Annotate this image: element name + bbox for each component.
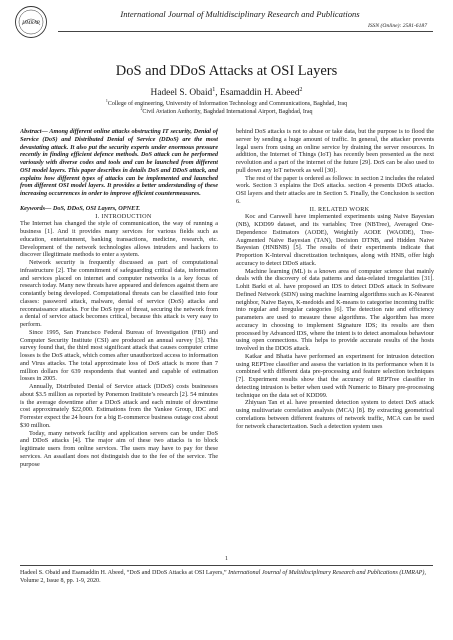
affiliation-2-mark: 2: [140, 107, 143, 111]
author-1-affiliation-mark: 1: [212, 86, 216, 93]
keywords: Keywords— DoS, DDoS, OSI Layers, OPNET.: [20, 204, 141, 212]
affiliation-2-text: Civil Aviation Authority, Baghdad International Airport, Baghdad, Iraq: [142, 109, 313, 115]
intro-paragraph-6: behind DoS attacks is not to abuse or take data, but the purpose is to flood the server by sending a huge amount of traffic. In general, the attacker prevents legal users from using an online service by draining the server resources. In addition, the Internet of Things (IoT) has recently been presented as the next revolution and a part of the internet of the future [29]. DoS can be also used to pull down any IoT network as well [30].: [236, 128, 434, 174]
issn: ISSN (Online): 2581-6187: [367, 23, 427, 29]
intro-paragraph-3: Since 1995, San Francisco Federal Bureau of Investigation (FBI) and Computer Security Institute (CSI) are produced an annual survey [3]. This survey found that, the third most significant attack that causes computer crime losses is the DoS attack, which comes after unauthorized access to information and Virus attacks. The total approximate loss of DoS attack is more than 7 million dollars for 639 respondents that wanted and capable of estimation losses in 2005.: [20, 328, 218, 383]
related-work-paragraph-2: Machine learning (ML) is a known area of computer science that mainly deals with the discovery of data patterns and data-related irregularities [31]. Lohit Barki et al. have proposed an IDS to detect DDoS attack in Software Defined Network (SDN) using machine learning algorithms such as K-Nearest neighbor, Naive Bayes, K-medoids and K-means to categorise incoming traffic into regular and irregular categories [6]. The detection rate and efficiency parameters are used to measure these algorithms. The algorithm has more accuracy in choosing to implement Signature IDS; its results are then processed by Advanced IDS, where the intent is to detect anomalous behaviour using open connections. This helps to provide accurate results of the hosts involved in the DDOS attack.: [236, 267, 434, 352]
abstract: Abstract— Among different online attacks obstructing IT security, Denial of Service (DoS) and Distributed Denial of Service (DDoS) are the most devastating attack. It also put the security experts under enormous pressure recently in finding efficient defence methods. DoS attack can be performed variously with diverse codes and tools and can be launched from different OSI model layers. This paper describes in details DoS and DDoS attack, and explains how different types of attacks can be implemented and launched from different OSI model layers. It provides a better understanding of these increasing occurrences in order to improve efficient countermeasures.: [20, 128, 218, 197]
intro-paragraph-2: Network security is frequently discussed as part of computational infrastructure [2]. The commitment of safeguarding critical data, information and services placed on internet and computer networks is a key focus of research today. Many new threats have appeared and defences against them are constantly being developed. Computational threats can be classified into four classes: password attack, malware, denial of service (DoS) attacks and reconnaissance attacks. For the DoS type of threat, securing the network from a denial of service attack becomes critical, because this attack is very easy to perform.: [20, 259, 218, 328]
right-column: [236, 128, 434, 548]
author-1: Hadeel S. Obaid: [150, 88, 213, 98]
authors: [0, 88, 453, 98]
header-divider: [58, 31, 433, 32]
citation-text: Hadeel S. Obaid and Esamaddin H. Abeed, “DoS and DDoS Attacks at OSI Layers,”: [20, 570, 229, 576]
intro-paragraph-7: The rest of the paper is ordered as follows: in section 2 includes the related work. Section 3 explains the DoS attacks. section 4 presents DDoS attacks. OSI layers and their attacks are in Section 5. Finally, the Conclusion is section 6.: [236, 174, 434, 205]
affiliation-1-text: College of engineering, University of Information Technology and Communications, Baghdad, Iraq: [107, 101, 348, 107]
intro-paragraph-5: Today, many network facility and application servers can be under DoS and DDoS attacks [4]. The major aim of these two attacks is to block legitimate users from online services. The users may have to pay for these services. An assailant does not distinguish due to the fee of the service. The purpose: [20, 429, 218, 468]
page-number: 1: [225, 556, 228, 562]
author-2: Esamaddin H. Abeed: [219, 88, 300, 98]
svg-text:IJMRAP: IJMRAP: [22, 20, 40, 26]
author-2-affiliation-mark: 2: [299, 86, 303, 93]
affiliation-2: [0, 109, 453, 115]
related-work-paragraph-3: Katkar and Bhatia have performed an experiment for intrusion detection using REPTree classifier and assess the variation in its performance when it is combined with different data pre-processing and feature selection techniques [7]. Experiment results show that the accuracy of REPTree classifier in detecting intrusion is better when used with Numeric to Binary pre-processing technique on the data set of KDD99.: [236, 352, 434, 399]
section-heading-related-work: II. RELATED WORK: [309, 205, 370, 213]
author-separator: ,: [215, 88, 220, 98]
related-work-paragraph-1: Koc and Carswell have implemented experiments using Naive Bayesian (NB), KDD99 dataset, and its variables; Tree (NBTree), Averaged One-Dependence Estimators (AODE), Weightily AODE (WAODE), Tree-Augmented Naive Bayesian (TAN), Decision DTNB, and Hidden Naive Bayesian (HNBNB) [5]. The results of their experiments indicate that Proportion K-Interval discretization techniques, along with HNB, offer high accuracy to detect DDoS attack.: [236, 213, 434, 267]
left-column: [20, 128, 218, 548]
citation-tail: , Volume 2, Issue 8, pp. 1-9, 2020.: [20, 570, 426, 584]
journal-logo: [14, 5, 48, 39]
paper-title: DoS and DDoS Attacks at OSI Layers: [115, 63, 338, 79]
section-heading-introduction: I. INTRODUCTION: [95, 212, 152, 220]
related-work-paragraph-4: Zhiyuan Tan et al. have presented detection system to detect DoS attack using multivariate correlation analysis (MCA) [8]. By extracting geometrical correlations between different features of network traffic, MCA can be used for network characterization. Such a detection system uses: [236, 399, 434, 430]
intro-paragraph-4: Annually, Distributed Denial of Service attack (DDoS) costs businesses about $3.5 million as reported by Ponemon Institute’s research [2]. 54 minutes is the average downtime after a DDoS attack and each minute of downtime cost approximately $22,000. Estimations from the Yankee Group, IDC and Forrester expect the 24 hours for a big E-commerce business outage cost about $30 million.: [20, 383, 218, 429]
citation-journal: International Journal of Multidisciplinary Research and Publications (IJMRAP): [228, 570, 425, 576]
affiliation-1: [0, 101, 453, 107]
journal-title: International Journal of Multidisciplinary Research and Publications: [120, 9, 360, 19]
citation: [20, 569, 435, 585]
footer-divider: [20, 565, 433, 566]
affiliation-1-mark: 1: [105, 99, 108, 103]
intro-paragraph-1: The Internet has changed the style of communication, the way of running a business [1]. And it provides many services for various fields such as education, entertainment, banking transactions, medicine, research, etc. Development of the network technologies allows intruders and hackers to discover illegitimate methods to enter a system.: [20, 220, 218, 259]
